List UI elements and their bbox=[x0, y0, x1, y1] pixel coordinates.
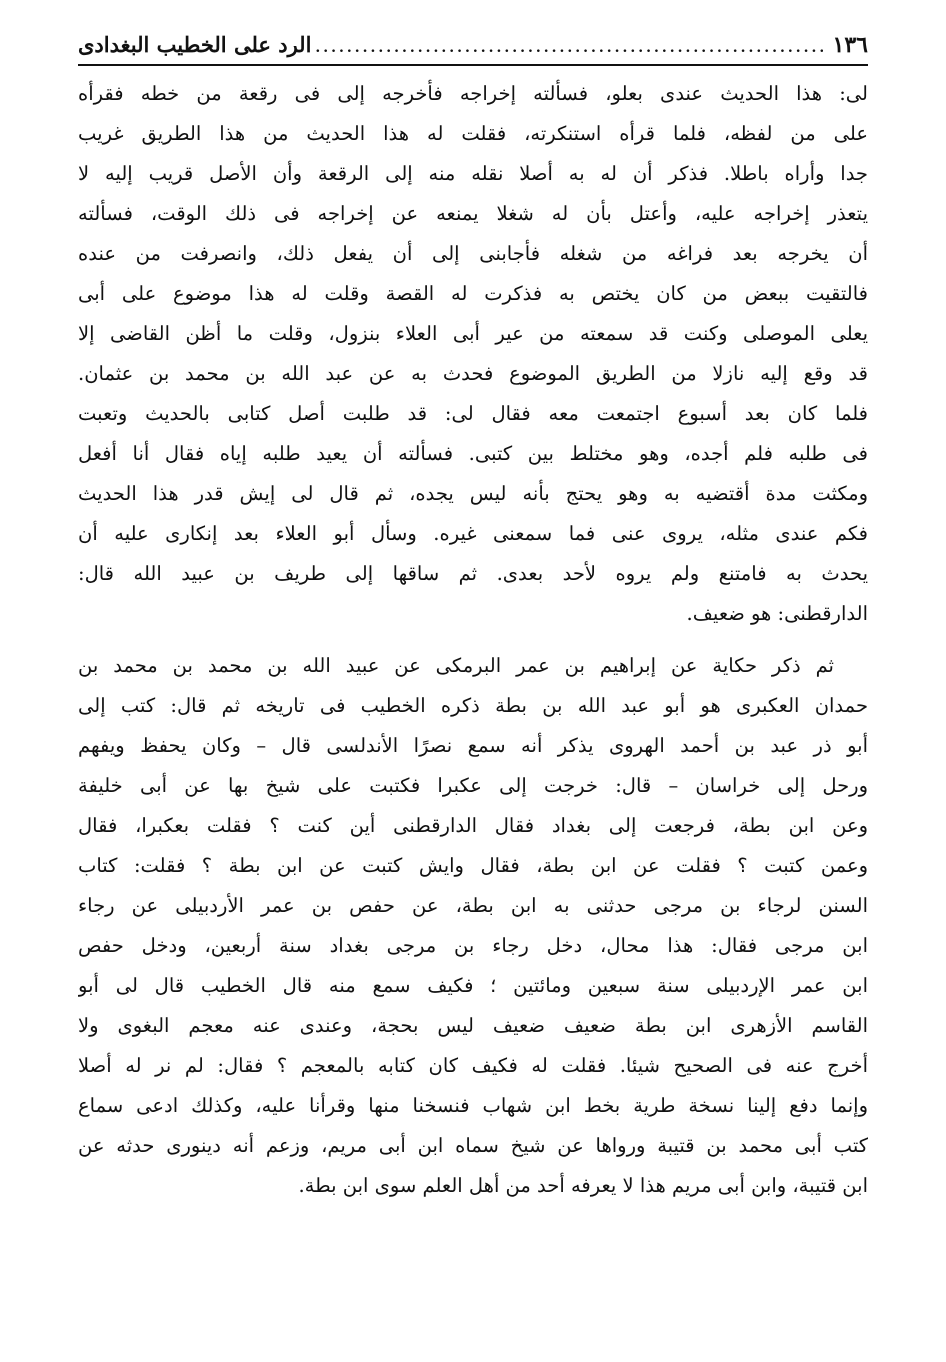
paragraph-2 bbox=[78, 646, 868, 1206]
dotted-leader bbox=[315, 33, 822, 63]
text-line: فى طلبه فلم أجده، وهو مختلط بين كتبى. فسألته أن يعيد طلبه إياه فقال أنا أفعل bbox=[78, 442, 868, 465]
text-line: أخرج عنه فى الصحيح شيئا. فقلت له فكيف كان كتابه بالمعجم ؟ فقال: لم نر له أصلا bbox=[78, 1054, 868, 1077]
text-line: ابن عمر الإردبيلى سنة سبعين ومائتين ؛ فكيف سمع منه قال الخطيب قال لى أبو bbox=[78, 974, 868, 997]
text-line: وإنما دفع إلينا نسخة طرية بخط ابن شهاب فنسخنا منها وقرأنا عليه، وكذلك ادعى سماع bbox=[78, 1094, 868, 1117]
text-line: أبو ذر عبد بن أحمد الهروى يذكر أنه سمع نصرًا الأندلسى قال – وكان يحفظ ويفهم bbox=[78, 734, 868, 757]
text-line: وعمن كتبت ؟ فقلت عن ابن بطة، فقال وايش كتبت عن ابن بطة ؟ فقلت: كتاب bbox=[78, 854, 868, 877]
text-line: فالتقيت ببعض من كان يختص به فذكرت له القصة وقلت له هذا موضوع على أبى bbox=[78, 282, 868, 305]
text-line: ورحل إلى خراسان – قال: خرجت إلى عكبرا فكتبت على شيخ بها عن أبى خليفة bbox=[78, 774, 868, 797]
paragraph-1 bbox=[78, 74, 868, 634]
running-title: الرد على الخطيب البغدادى bbox=[78, 32, 312, 57]
text-line: الدارقطنى: هو ضعيف. bbox=[686, 602, 868, 625]
page-header bbox=[78, 30, 868, 66]
page-number: ١٣٦ bbox=[832, 32, 868, 58]
text-line: قد وقع إليه نازلا من الطريق الموضوع فحدث به عن عبد الله بن محمد بن عثمان. bbox=[78, 362, 868, 385]
text-line: يحدث به فامتنع ولم يروه لأحد بعدى. ثم ساقها إلى طريف بن عبيد الله قال: bbox=[78, 562, 868, 585]
text-line: جدا وأراه باطلا. فذكر أن له به أصلا نقله منه إلى الرقعة وأن الأصل قريب إليه لا bbox=[78, 162, 868, 185]
text-line: ابن قتيبة، وابن أبى مريم هذا لا يعرفه أحد من أهل العلم سوى ابن بطة. bbox=[298, 1174, 868, 1197]
text-line: لى: هذا الحديث عندى بعلو، فسألته إخراجه فأخرجه إلى فى رقعة من خطه فقرأه bbox=[78, 82, 868, 105]
text-line: ثم ذكر حكاية عن إبراهيم بن عمر البرمكى عن عبيد الله بن محمد بن محمد بن bbox=[78, 654, 834, 677]
text-line: يتعذر إخراجه عليه، وأعتل بأن له شغلا يمنعه عن إخراجه فى ذلك الوقت، فسألته bbox=[78, 202, 868, 225]
text-line: القاسم الأزهرى ابن بطة ضعيف ضعيف ليس بحجة، وعندى عنه معجم البغوى ولا bbox=[78, 1014, 868, 1037]
text-line: على من لفظه، فلما قرأه استنكرته، فقلت له هذا الحديث من هذا الطريق غريب bbox=[78, 122, 868, 145]
text-line: ومكثت مدة أقتضيه به وهو يحتج بأنه ليس يجده، ثم قال لى إيش قدر هذا الحديث bbox=[78, 482, 868, 505]
text-line: ابن مرجى فقال: هذا محال، دخل رجاء بن مرجى بغداد سنة أربعين، ودخل حفص bbox=[78, 934, 868, 957]
text-line: أن يخرجه بعد فراغه من شغله فأجابنى إلى أن يفعل ذلك، وانصرفت من عنده bbox=[78, 242, 868, 265]
text-line: كتب أبى محمد بن قتيبة ورواها عن شيخ سماه ابن أبى مريم، وزعم أنه دينورى حدثه عن bbox=[78, 1134, 868, 1157]
body-text bbox=[78, 74, 868, 1206]
text-line: حمدان العكبرى هو أبو عبد الله بن بطة ذكره الخطيب فى تاريخه ثم قال: كتب إلى bbox=[78, 694, 868, 717]
text-line: يعلى الموصلى وكنت قد سمعته من عير أبى العلاء بنزول، وقلت ما أظن القاضى إلا bbox=[78, 322, 868, 345]
book-page bbox=[78, 30, 868, 1206]
text-line: وعن ابن بطة، فرجعت إلى بغداد فقال الدارقطنى أين كنت ؟ فقلت بعكبرا، فقال bbox=[78, 814, 868, 837]
text-line: السنن لرجاء بن مرجى حدثنى به ابن بطة، عن حفص بن عمر الأردبيلى عن رجاء bbox=[78, 894, 868, 917]
text-line: فكم عندى مثله، يروى عنى فما سمعنى غيره. وسأل أبو العلاء بعد إنكارى عليه أن bbox=[78, 522, 868, 545]
text-line: فلما كان بعد أسبوع اجتمعت معه فقال لى: قد طلبت أصل كتابى بالحديث وتعبت bbox=[78, 402, 868, 425]
